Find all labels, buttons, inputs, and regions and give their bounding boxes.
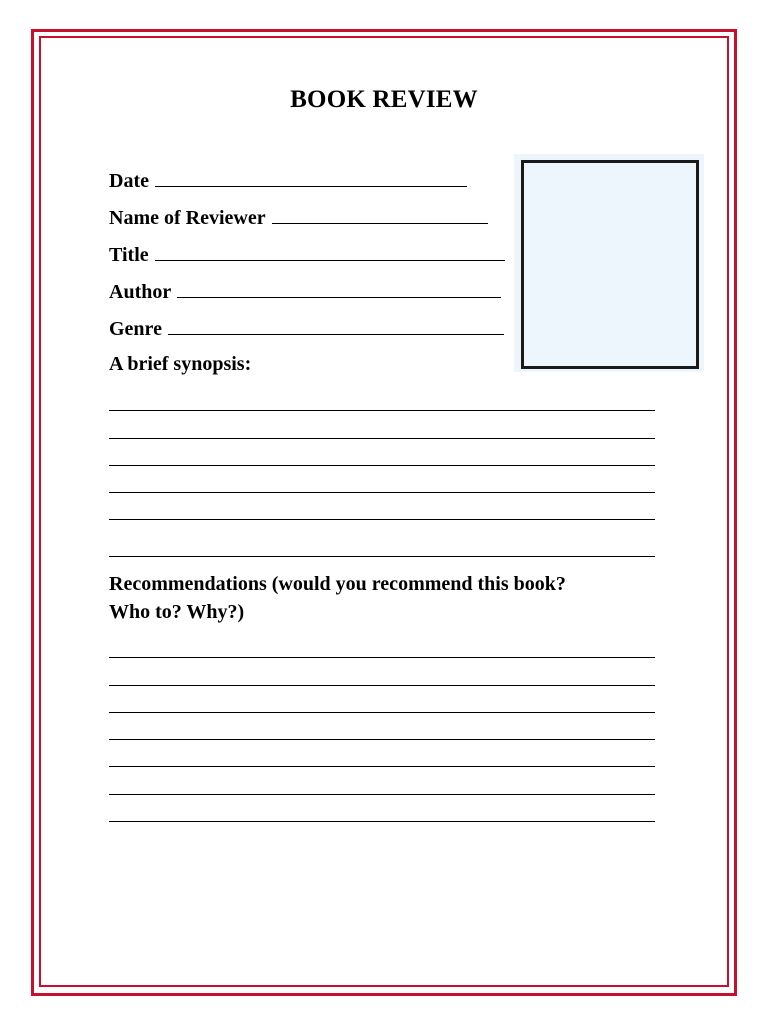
- author-field: [109, 277, 501, 303]
- reviewer-label: Name of Reviewer: [109, 207, 266, 229]
- recommendation-line[interactable]: [109, 739, 655, 740]
- synopsis-line[interactable]: [109, 410, 655, 411]
- title-line[interactable]: [155, 240, 505, 261]
- synopsis-line[interactable]: [109, 519, 655, 520]
- recommendation-line[interactable]: [109, 766, 655, 767]
- recommendation-line[interactable]: [109, 685, 655, 686]
- recommendations-heading: [109, 570, 566, 626]
- recommendation-line[interactable]: [109, 712, 655, 713]
- synopsis-heading: A brief synopsis:: [109, 353, 252, 375]
- genre-label: Genre: [109, 318, 162, 340]
- cover-image-placeholder[interactable]: [521, 160, 699, 369]
- genre-field: [109, 314, 504, 340]
- date-line[interactable]: [155, 166, 467, 187]
- reviewer-line[interactable]: [272, 203, 488, 224]
- reviewer-field: [109, 203, 488, 229]
- genre-line[interactable]: [168, 314, 504, 335]
- recommendation-line[interactable]: [109, 794, 655, 795]
- recommendation-line[interactable]: [109, 821, 655, 822]
- recommendation-line[interactable]: [109, 657, 655, 658]
- title-field: [109, 240, 505, 266]
- synopsis-line[interactable]: [109, 556, 655, 557]
- page-title: BOOK REVIEW: [290, 86, 478, 113]
- date-label: Date: [109, 170, 149, 192]
- recommendations-heading-line2: Who to? Why?): [109, 601, 245, 623]
- synopsis-line[interactable]: [109, 465, 655, 466]
- recommendations-heading-line1: Recommendations (would you recommend this book?: [109, 573, 566, 595]
- title-label: Title: [109, 244, 149, 266]
- date-field: [109, 166, 467, 192]
- author-line[interactable]: [177, 277, 501, 298]
- author-label: Author: [109, 281, 172, 303]
- synopsis-line[interactable]: [109, 492, 655, 493]
- synopsis-line[interactable]: [109, 438, 655, 439]
